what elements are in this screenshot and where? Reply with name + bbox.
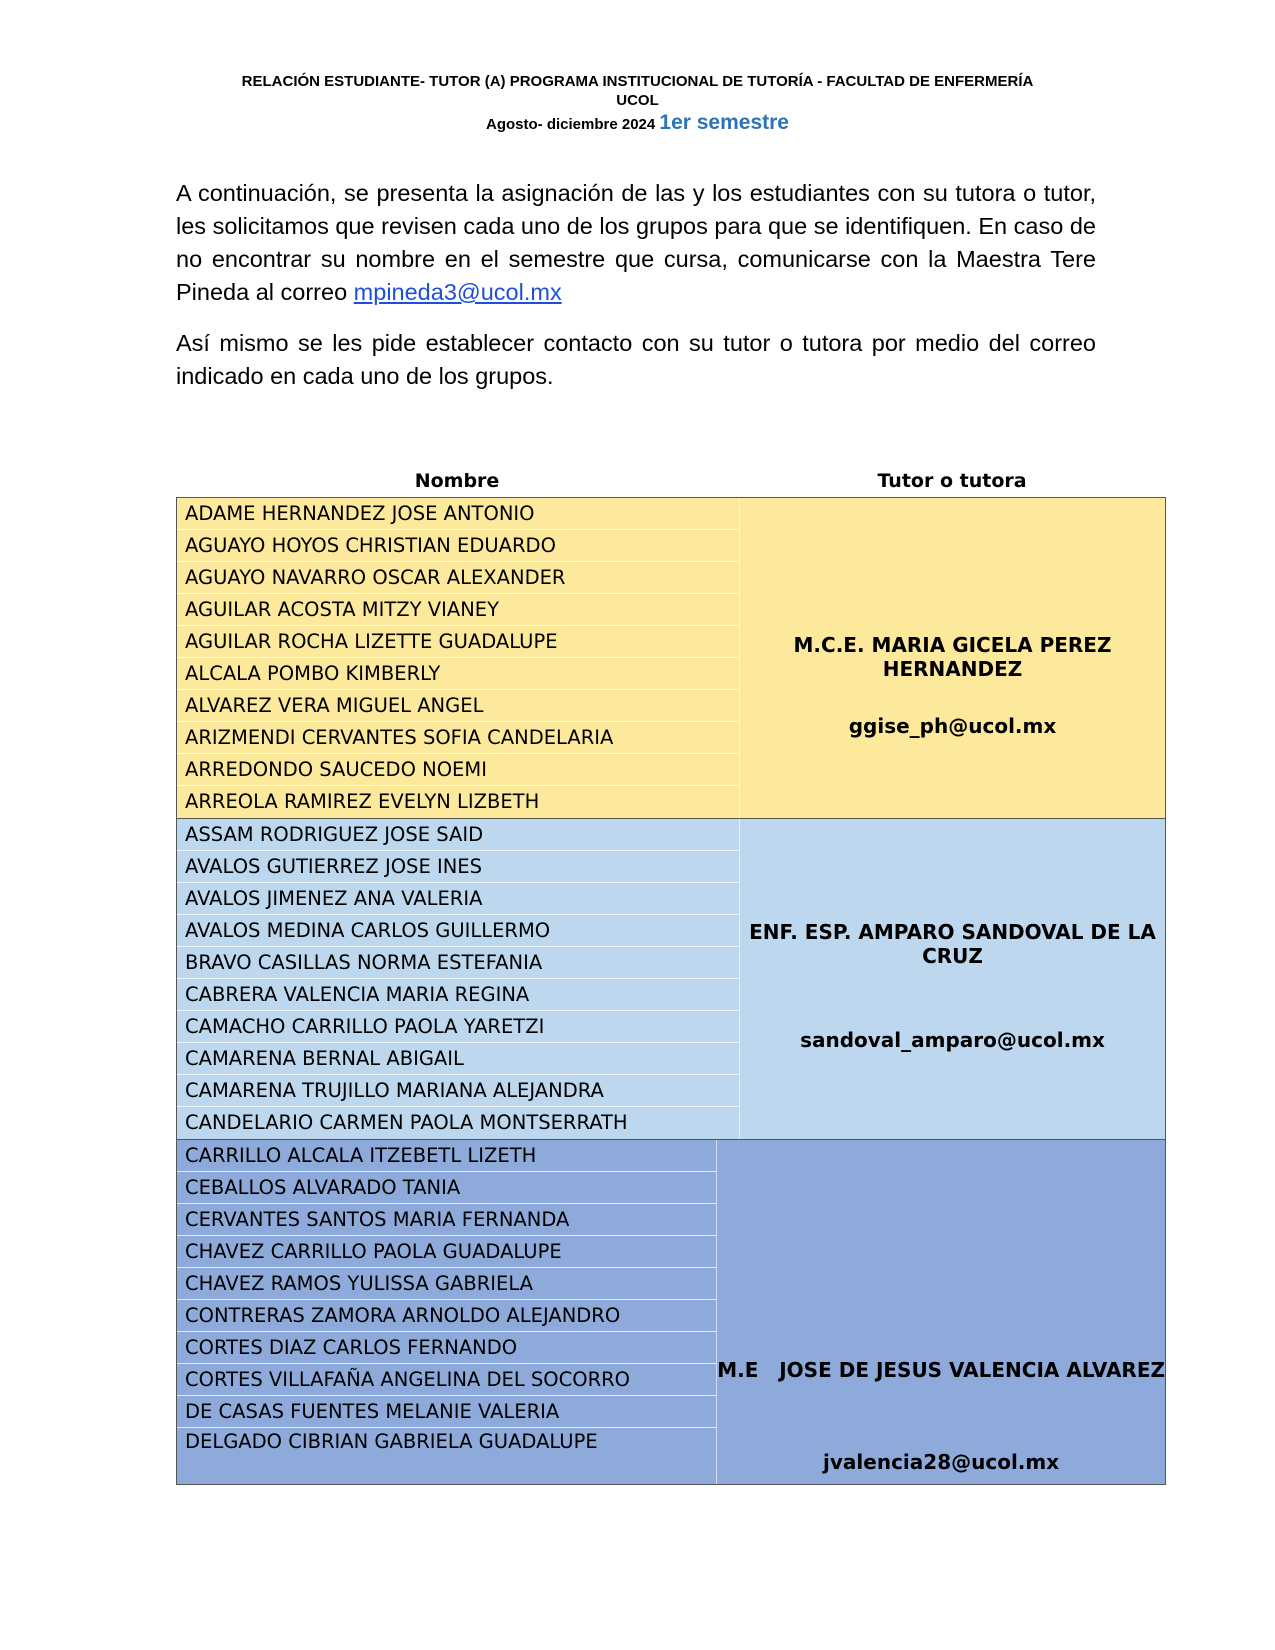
tutor-cell — [739, 819, 1165, 1139]
student-name: CERVANTES SANTOS MARIA FERNANDA — [177, 1204, 716, 1236]
intro-paragraph-1 — [176, 177, 1096, 309]
student-name: ASSAM RODRIGUEZ JOSE SAID — [177, 819, 739, 851]
tutor-cell — [739, 498, 1165, 818]
student-name: ALVAREZ VERA MIGUEL ANGEL — [177, 690, 739, 722]
student-list — [177, 1140, 716, 1484]
student-name: CONTRERAS ZAMORA ARNOLDO ALEJANDRO — [177, 1300, 716, 1332]
student-name: AVALOS GUTIERREZ JOSE INES — [177, 851, 739, 883]
tutor-name: M.C.E. MARIA GICELA PEREZ HERNANDEZ — [793, 633, 1112, 681]
student-name: CORTES DIAZ CARLOS FERNANDO — [177, 1332, 716, 1364]
assignment-table — [176, 497, 1166, 1485]
student-name: ADAME HERNANDEZ JOSE ANTONIO — [177, 498, 739, 530]
student-name: BRAVO CASILLAS NORMA ESTEFANIA — [177, 947, 739, 979]
student-name: AVALOS MEDINA CARLOS GUILLERMO — [177, 915, 739, 947]
student-name: AGUILAR ACOSTA MITZY VIANEY — [177, 594, 739, 626]
student-name: ARIZMENDI CERVANTES SOFIA CANDELARIA — [177, 722, 739, 754]
student-name: CEBALLOS ALVARADO TANIA — [177, 1172, 716, 1204]
table-header — [176, 470, 1166, 498]
document-header — [0, 72, 1275, 138]
tutor-name: M.E JOSE DE JESUS VALENCIA ALVAREZ — [717, 1358, 1165, 1382]
column-header-name: Nombre — [414, 470, 500, 492]
student-list — [177, 819, 739, 1139]
student-name: CANDELARIO CARMEN PAOLA MONTSERRATH — [185, 1111, 628, 1134]
student-name: AGUAYO NAVARRO OSCAR ALEXANDER — [177, 562, 739, 594]
header-title: RELACIÓN ESTUDIANTE- TUTOR (A) PROGRAMA INSTITUCIONAL DE TUTORÍA - FACULTAD DE ENFERMERÍA — [241, 73, 1034, 90]
student-name: AGUILAR ROCHA LIZETTE GUADALUPE — [177, 626, 739, 658]
student-name: CABRERA VALENCIA MARIA REGINA — [177, 979, 739, 1011]
header-institution: UCOL — [616, 92, 659, 109]
student-name: CHAVEZ RAMOS YULISSA GABRIELA — [177, 1268, 716, 1300]
student-name: CAMARENA TRUJILLO MARIANA ALEJANDRA — [177, 1075, 739, 1107]
tutor-group-3 — [177, 1140, 1165, 1484]
contact-email-link[interactable]: mpineda3@ucol.mx — [353, 279, 562, 305]
student-name: ARREDONDO SAUCEDO NOEMI — [177, 754, 739, 786]
student-name: AVALOS JIMENEZ ANA VALERIA — [177, 883, 739, 915]
period-text: Agosto- diciembre 2024 — [486, 116, 656, 133]
student-name: CARRILLO ALCALA ITZEBETL LIZETH — [177, 1140, 716, 1172]
tutor-group-1 — [177, 498, 1165, 819]
student-name: CAMACHO CARRILLO PAOLA YARETZI — [177, 1011, 739, 1043]
student-name: DE CASAS FUENTES MELANIE VALERIA — [177, 1396, 716, 1428]
header-period — [0, 110, 1275, 138]
semester-label: 1er semestre — [659, 111, 789, 134]
tutor-email: jvalencia28@ucol.mx — [823, 1450, 1060, 1474]
tutor-group-2 — [177, 819, 1165, 1140]
tutor-name: ENF. ESP. AMPARO SANDOVAL DE LA CRUZ — [749, 920, 1156, 968]
column-header-tutor: Tutor o tutora — [877, 470, 1027, 492]
student-name: CAMARENA BERNAL ABIGAIL — [177, 1043, 739, 1075]
student-name: DELGADO CIBRIAN GABRIELA GUADALUPE — [185, 1430, 598, 1453]
student-name: ALCALA POMBO KIMBERLY — [177, 658, 739, 690]
student-name: CHAVEZ CARRILLO PAOLA GUADALUPE — [177, 1236, 716, 1268]
tutor-cell — [716, 1140, 1165, 1484]
intro-text — [176, 177, 1096, 411]
intro-paragraph-1-text: A continuación, se presenta la asignación de las y los estudiantes con su tutora o tutor, les solicitamos que revisen cada uno de los grupos para que se identifiquen. En caso de no encontrar su nombre en el semestre que cursa, comunicarse con la Maestra Tere Pineda al correo — [176, 180, 1096, 305]
intro-paragraph-2: Así mismo se les pide establecer contacto con su tutor o tutora por medio del correo indicado en cada uno de los grupos. — [176, 330, 1096, 389]
tutor-email: ggise_ph@ucol.mx — [848, 714, 1057, 738]
tutor-email: sandoval_amparo@ucol.mx — [800, 1028, 1105, 1052]
student-name: ARREOLA RAMIREZ EVELYN LIZBETH — [185, 790, 540, 813]
student-name: AGUAYO HOYOS CHRISTIAN EDUARDO — [177, 530, 739, 562]
student-name: CORTES VILLAFAÑA ANGELINA DEL SOCORRO — [177, 1364, 716, 1396]
student-list — [177, 498, 739, 818]
